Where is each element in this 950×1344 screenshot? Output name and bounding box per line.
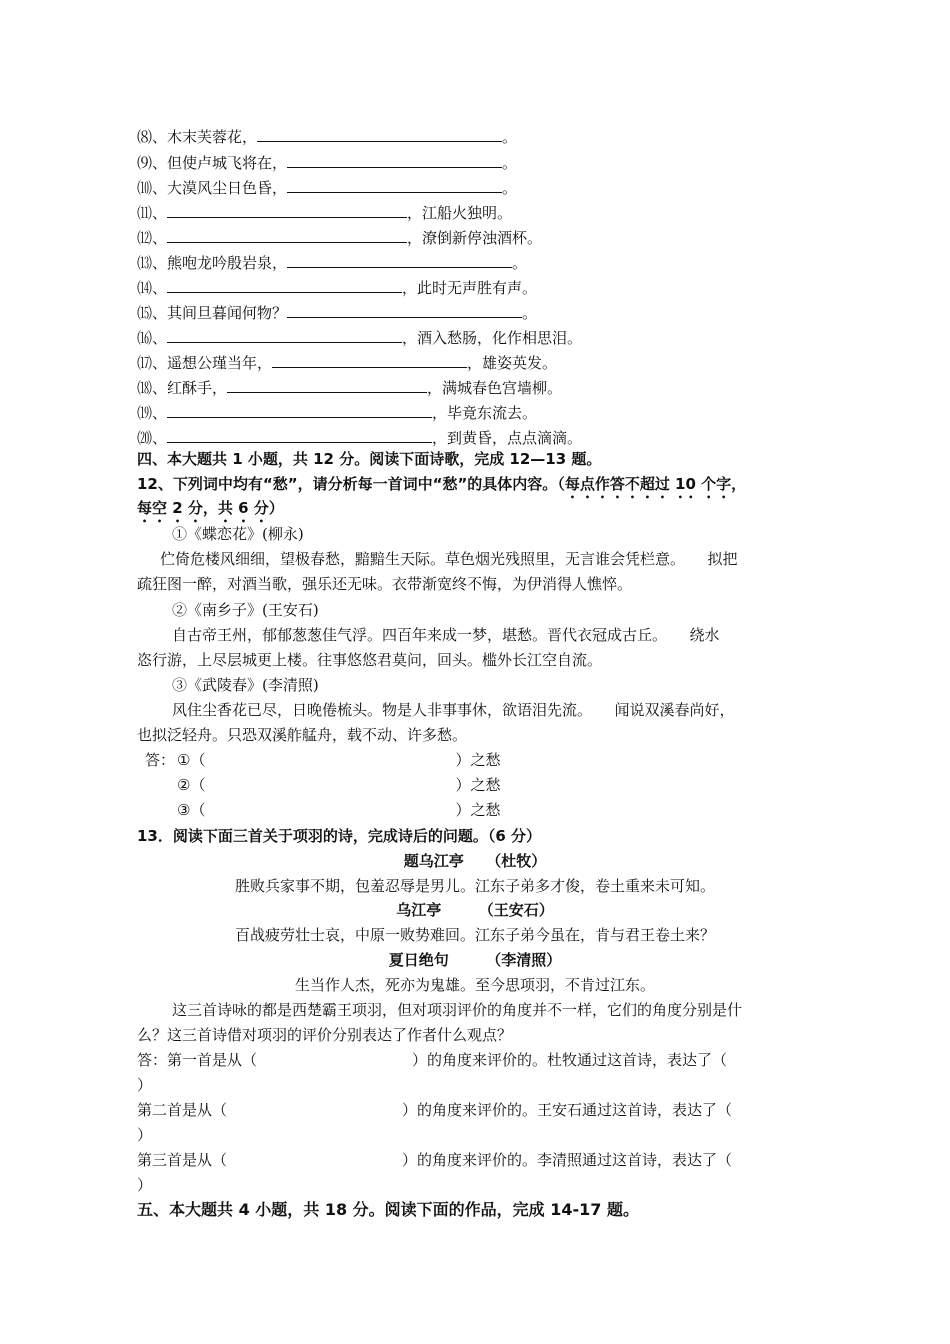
q13-answer-2: 第二首是从（ ）的角度来评价的。王安石通过这首诗，表达了（ [137, 1101, 733, 1119]
answer-blank[interactable] [167, 427, 432, 443]
poem-title-xiarijueju: 夏日绝句 （李清照） [388, 951, 562, 969]
item-continuation: ，潦倒新停浊酒杯。 [407, 229, 543, 247]
answer-blank[interactable] [272, 352, 467, 368]
answer-prefix: 答： [145, 751, 176, 769]
fill-in-item [137, 377, 562, 398]
q13-answer-3-close: ） [137, 1176, 153, 1194]
answer-blank[interactable] [287, 252, 512, 268]
item-continuation: 。 [522, 304, 538, 322]
item-number: ⒃、 [137, 329, 168, 347]
answer-3: ③（ ）之愁 [177, 801, 501, 819]
item-prompt: 但使卢城飞将在， [167, 154, 288, 172]
q13-answer-3: 第三首是从（ ）的角度来评价的。李清照通过这首诗，表达了（ [137, 1151, 733, 1169]
item-continuation: ，满城春色宫墙柳。 [427, 379, 563, 397]
item-number: ⒄、 [137, 354, 168, 372]
item-prompt: 其间旦暮闻何物？ [167, 304, 288, 322]
item-number: ⒆、 [137, 404, 168, 422]
item-continuation: ，酒入愁肠，化作相思泪。 [402, 329, 583, 347]
answer-2: ②（ ）之愁 [177, 776, 501, 794]
answer-blank[interactable] [167, 327, 402, 343]
item-number: ⒁、 [137, 279, 168, 297]
answer-1: ①（ ）之愁 [177, 751, 501, 769]
fill-in-item [137, 402, 537, 423]
item-continuation: ，毕竟东流去。 [432, 404, 538, 422]
poem-1-line-1: 伫倚危楼风细细，望极春愁，黯黯生天际。草色烟光残照里，无言谁会凭栏意。 拟把 [160, 550, 738, 568]
fill-in-item [137, 126, 517, 147]
section-5-heading: 五、本大题共 4 小题，共 18 分。阅读下面的作品，完成 14-17 题。 [137, 1200, 639, 1219]
item-number: ⒀、 [137, 254, 168, 272]
poem-title-wujiangting: 乌江亭 （王安石） [396, 901, 554, 919]
item-number: ⑾、 [137, 204, 168, 222]
answer-blank[interactable] [167, 202, 407, 218]
poem-title-tiwujiangting: 题乌江亭 （杜牧） [403, 852, 547, 870]
fill-in-item [137, 177, 517, 198]
poem-2-title: ②《南乡子》(王安石) [172, 601, 319, 619]
question-13-heading: 13．阅读下面三首关于项羽的诗，完成诗后的问题。（6 分） [137, 827, 542, 845]
answer-blank[interactable] [167, 402, 432, 418]
fill-in-item [137, 202, 512, 223]
item-number: ⑽、 [137, 179, 168, 197]
item-number: ⑿、 [137, 229, 168, 247]
item-continuation: 。 [512, 254, 528, 272]
question-12-scoring: 每空 2 分，共 6 分） [137, 499, 284, 517]
poem-text-tiwujiangting: 胜败兵家事不期，包羞忍辱是男儿。江东子弟多才俊，卷土重来未可知。 [234, 877, 715, 895]
q13-answer-2-close: ） [137, 1126, 153, 1144]
poem-3-title: ③《武陵春》(李清照) [172, 676, 319, 694]
question-12-prompt: 12、下列词中均有“愁”，请分析每一首词中“愁”的具体内容。（每点作答不超过 10 个字， [137, 475, 747, 493]
q13-answer-1: 答：第一首是从（ ）的角度来评价的。杜牧通过这首诗，表达了（ [137, 1051, 728, 1069]
item-continuation: 。 [502, 154, 518, 172]
question-13-text-1: 这三首诗咏的都是西楚霸王项羽，但对项羽评价的角度并不一样，它们的角度分别是什 [172, 1001, 743, 1019]
fill-in-item [137, 152, 517, 173]
answer-blank[interactable] [257, 126, 502, 142]
item-number: ⑼、 [137, 154, 168, 172]
item-number: ⒂、 [137, 304, 168, 322]
item-continuation: ，此时无声胜有声。 [402, 279, 538, 297]
fill-in-item [137, 252, 527, 273]
item-prompt: 熊咆龙吟殷岩泉， [167, 254, 288, 272]
poem-3-line-1: 风住尘香花已尽，日晚倦梳头。物是人非事事休，欲语泪先流。 闻说双溪春尚好， [172, 701, 735, 719]
q13-answer-1-close: ） [137, 1076, 153, 1094]
answer-blank[interactable] [167, 277, 402, 293]
section-4-heading: 四、本大题共 1 小题，共 12 分。阅读下面诗歌，完成 12—13 题。 [137, 450, 602, 468]
answer-blank[interactable] [287, 302, 522, 318]
item-prompt: 遥想公瑾当年， [167, 354, 273, 372]
poem-1-line-2: 疏狂图一醉，对酒当歌，强乐还无味。衣带渐宽终不悔，为伊消得人憔悴。 [137, 575, 633, 593]
item-continuation: ，江船火独明。 [407, 204, 513, 222]
question-13-text-2: 么？这三首诗借对项羽的评价分别表达了作者什么观点？ [137, 1026, 513, 1044]
item-number: ⑻、 [137, 128, 168, 146]
poem-text-wujiangting: 百战疲劳壮士哀，中原一败势难回。江东子弟今虽在，肯与君王卷土来？ [234, 926, 715, 944]
fill-in-item [137, 427, 582, 448]
poem-2-line-2: 恣行游，上尽层城更上楼。往事悠悠君莫问，回头。槛外长江空自流。 [137, 651, 603, 669]
answer-blank[interactable] [167, 227, 407, 243]
poem-text-xiarijueju: 生当作人杰，死亦为鬼雄。至今思项羽，不肯过江东。 [294, 976, 655, 994]
poem-2-line-1: 自古帝王州，郁郁葱葱佳气浮。四百年来成一梦，堪愁。晋代衣冠成古丘。 绕水 [172, 626, 720, 644]
item-continuation: 。 [502, 128, 518, 146]
item-number: ⒇、 [137, 429, 168, 447]
fill-in-item [137, 277, 537, 298]
fill-in-item [137, 227, 542, 248]
poem-1-title: ①《蝶恋花》(柳永) [172, 525, 304, 543]
item-continuation: 。 [502, 179, 518, 197]
item-number: ⒅、 [137, 379, 168, 397]
fill-in-item [137, 352, 557, 373]
item-prompt: 大漠风尘日色昏， [167, 179, 288, 197]
item-prompt: 红酥手， [167, 379, 228, 397]
answer-blank[interactable] [227, 377, 427, 393]
item-continuation: ，雄姿英发。 [467, 354, 558, 372]
fill-in-item [137, 327, 582, 348]
item-prompt: 木末芙蓉花， [167, 128, 258, 146]
answer-blank[interactable] [287, 152, 502, 168]
answer-blank[interactable] [287, 177, 502, 193]
poem-3-line-2: 也拟泛轻舟。只恐双溪舴艋舟，载不动、许多愁。 [137, 726, 468, 744]
item-continuation: ，到黄昏，点点滴滴。 [432, 429, 583, 447]
fill-in-item [137, 302, 537, 323]
